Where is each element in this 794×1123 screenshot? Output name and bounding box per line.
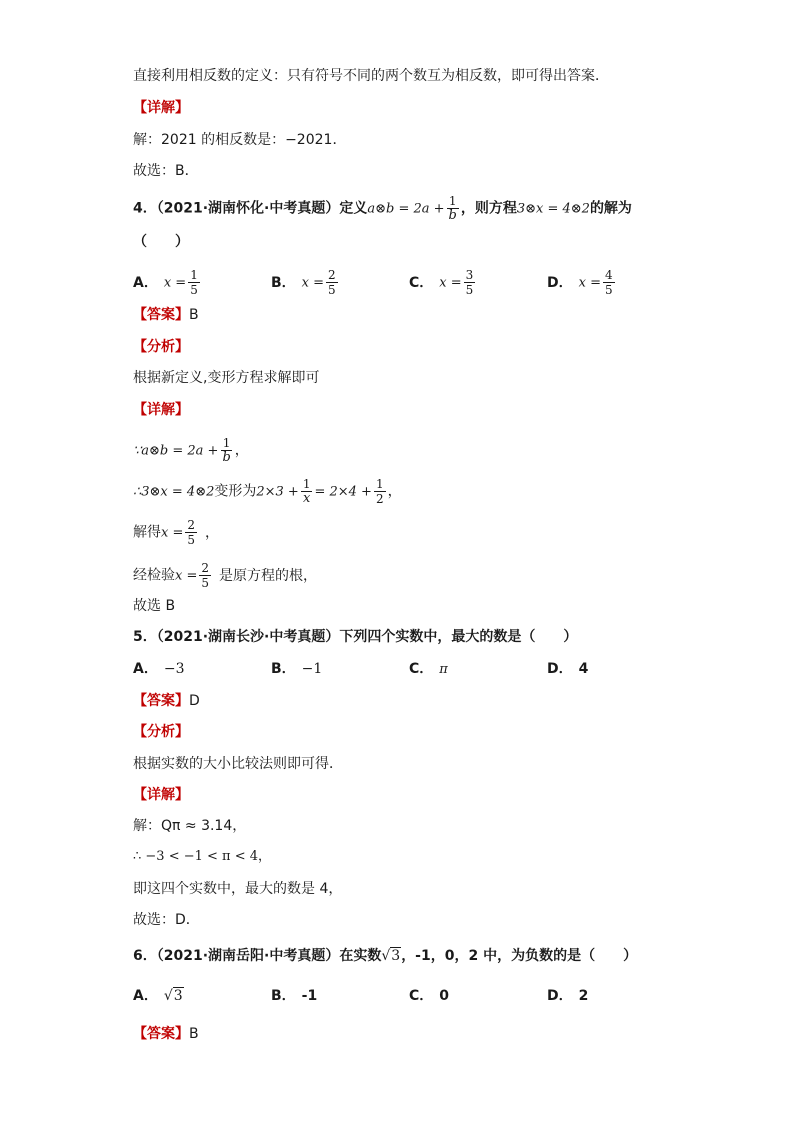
- option-value: 2: [578, 988, 589, 1004]
- q5-stem: 5．（2021·湖南长沙·中考真题）下列四个实数中，最大的数是（ ）: [133, 629, 578, 645]
- q4-definition-fraction: [447, 194, 459, 223]
- q5-detail-tag: 【详解】: [133, 787, 189, 803]
- q4-step-4: [133, 561, 317, 590]
- q4-option-b: [271, 268, 340, 297]
- step-tail: ，: [205, 524, 219, 541]
- step-expression: x =: [161, 525, 184, 541]
- q3-solution: 解：2021 的相反数是：−2021．: [133, 132, 347, 148]
- q5-step-1: 解：Qπ ≈ 3.14，: [133, 818, 247, 834]
- fraction-denominator: b: [448, 208, 457, 223]
- step-fraction: [220, 436, 232, 465]
- step-expression: ∴3⊗x = 4⊗2: [133, 484, 215, 500]
- q5-step-2: ∴ −3 < −1 < π < 4，: [133, 849, 272, 864]
- q5-option-a: [133, 659, 184, 679]
- option-value: π: [439, 662, 448, 677]
- q4-analysis-tag: 【分析】: [133, 339, 189, 355]
- fraction-numerator: 2: [201, 561, 209, 575]
- step-fraction: [374, 477, 386, 506]
- q4-option-c: [409, 268, 477, 297]
- q6-option-c: [409, 986, 449, 1006]
- fraction-denominator: 5: [328, 283, 336, 297]
- q5-option-c: [409, 659, 448, 680]
- option-lhs: x =: [301, 275, 325, 291]
- sqrt-expression: √3: [163, 988, 183, 1004]
- q4-stem: [133, 194, 632, 223]
- option-label: D．: [547, 661, 573, 677]
- q6-answer: [133, 1024, 199, 1044]
- q4-stem-suffix: 的解为: [589, 200, 632, 217]
- answer-value: B: [189, 307, 199, 323]
- fraction-numerator: 2: [328, 268, 336, 282]
- option-lhs: x =: [439, 275, 462, 291]
- option-value: −1: [301, 661, 323, 677]
- option-label: C．: [409, 988, 434, 1004]
- fraction-numerator: 1: [375, 477, 384, 491]
- option-fraction: [188, 268, 200, 297]
- step-expression: x =: [175, 568, 198, 584]
- fraction-denominator: 5: [201, 576, 209, 590]
- option-fraction: [464, 268, 476, 297]
- option-value: -1: [301, 988, 318, 1004]
- q6-stem: [133, 946, 637, 966]
- step-word: 经检验: [133, 567, 175, 584]
- fraction-numerator: 4: [604, 268, 613, 282]
- answer-value: B: [189, 1026, 199, 1042]
- q5-choose: 故选：D．: [133, 912, 200, 928]
- option-value: 4: [578, 661, 589, 677]
- answer-value: D: [189, 693, 200, 709]
- fraction-numerator: 1: [190, 268, 198, 282]
- q4-step-1: [133, 436, 249, 465]
- sqrt-expression: √3: [381, 948, 401, 964]
- answer-tag: 【答案】: [133, 307, 189, 323]
- step-word: 解得: [133, 524, 161, 541]
- q4-choose: 故选 B: [133, 598, 176, 614]
- q4-equation: 3⊗x = 4⊗2: [516, 201, 590, 217]
- sqrt-radicand: 3: [391, 948, 401, 964]
- step-fraction: [199, 561, 211, 590]
- option-label: A．: [133, 988, 158, 1004]
- option-fraction: [326, 268, 338, 297]
- q4-analysis: 根据新定义,变形方程求解即可: [133, 370, 320, 386]
- q4-stem-prefix: 4．（2021·湖南怀化·中考真题）定义: [133, 200, 368, 217]
- q5-analysis: 根据实数的大小比较法则即可得．: [133, 756, 343, 772]
- answer-tag: 【答案】: [133, 693, 189, 709]
- q3-detail-tag: 【详解】: [133, 100, 189, 116]
- q4-stem-mid: ，则方程: [460, 200, 517, 217]
- fraction-denominator: 2: [375, 492, 384, 506]
- q4-detail-tag: 【详解】: [133, 402, 189, 418]
- step-fraction: [185, 518, 197, 547]
- fraction-numerator: 1: [302, 477, 311, 491]
- q6-option-b: [271, 986, 317, 1006]
- option-label: A．: [133, 661, 158, 677]
- option-value: 0: [439, 988, 450, 1004]
- q5-option-b: [271, 659, 322, 679]
- q4-answer: [133, 305, 199, 325]
- option-label: D．: [547, 274, 573, 291]
- q5-step-3: 即这四个实数中，最大的数是 4，: [133, 881, 343, 897]
- fraction-numerator: 1: [448, 194, 457, 208]
- step-tail: ，: [234, 442, 249, 459]
- q4-step-2: [133, 477, 402, 506]
- answer-tag: 【答案】: [133, 1026, 189, 1042]
- step-expression: = 2×4 +: [314, 484, 372, 500]
- step-word: 变形为: [214, 483, 257, 500]
- q5-answer: [133, 691, 200, 711]
- fraction-denominator: 5: [465, 283, 474, 297]
- q5-analysis-tag: 【分析】: [133, 724, 189, 740]
- step-tail: ，: [387, 483, 402, 500]
- q4-option-d: [547, 268, 617, 297]
- fraction-denominator: 5: [604, 283, 613, 297]
- option-label: B．: [271, 661, 296, 677]
- q5-option-d: [547, 659, 588, 679]
- step-expression: ∵a⊗b = 2a +: [133, 443, 219, 459]
- q6-option-a: [133, 986, 184, 1006]
- step-expression: 2×3 +: [256, 484, 299, 500]
- q3-choose: 故选：B．: [133, 163, 199, 179]
- option-lhs: x =: [163, 275, 187, 291]
- q4-step-3: [133, 518, 219, 547]
- option-value: −3: [163, 661, 185, 677]
- q4-option-a: [133, 268, 202, 297]
- fraction-denominator: b: [222, 450, 231, 465]
- step-tail: 是原方程的根，: [219, 567, 317, 584]
- fraction-denominator: x: [302, 491, 311, 506]
- fraction-denominator: 5: [187, 533, 195, 547]
- option-label: A．: [133, 274, 158, 291]
- q6-option-d: [547, 986, 588, 1006]
- q6-stem-suffix: ，-1，0，2 中，为负数的是（ ）: [401, 948, 638, 964]
- option-fraction: [603, 268, 615, 297]
- fraction-numerator: 1: [222, 436, 231, 450]
- q4-paren: （ ）: [133, 234, 189, 250]
- fraction-numerator: 2: [187, 518, 195, 532]
- option-label: C．: [409, 274, 434, 291]
- q4-definition: a⊗b = 2a +: [367, 201, 445, 217]
- option-label: B．: [271, 988, 296, 1004]
- option-label: D．: [547, 988, 573, 1004]
- intro-line: 直接利用相反数的定义：只有符号不同的两个数互为相反数，即可得出答案．: [133, 68, 609, 84]
- option-lhs: x =: [578, 275, 601, 291]
- q6-stem-prefix: 6．（2021·湖南岳阳·中考真题）在实数: [133, 948, 382, 964]
- option-label: C．: [409, 661, 434, 677]
- sqrt-radicand: 3: [173, 988, 183, 1004]
- option-label: B．: [271, 274, 296, 291]
- step-fraction: [301, 477, 313, 506]
- fraction-denominator: 5: [190, 283, 198, 297]
- fraction-numerator: 3: [465, 268, 474, 282]
